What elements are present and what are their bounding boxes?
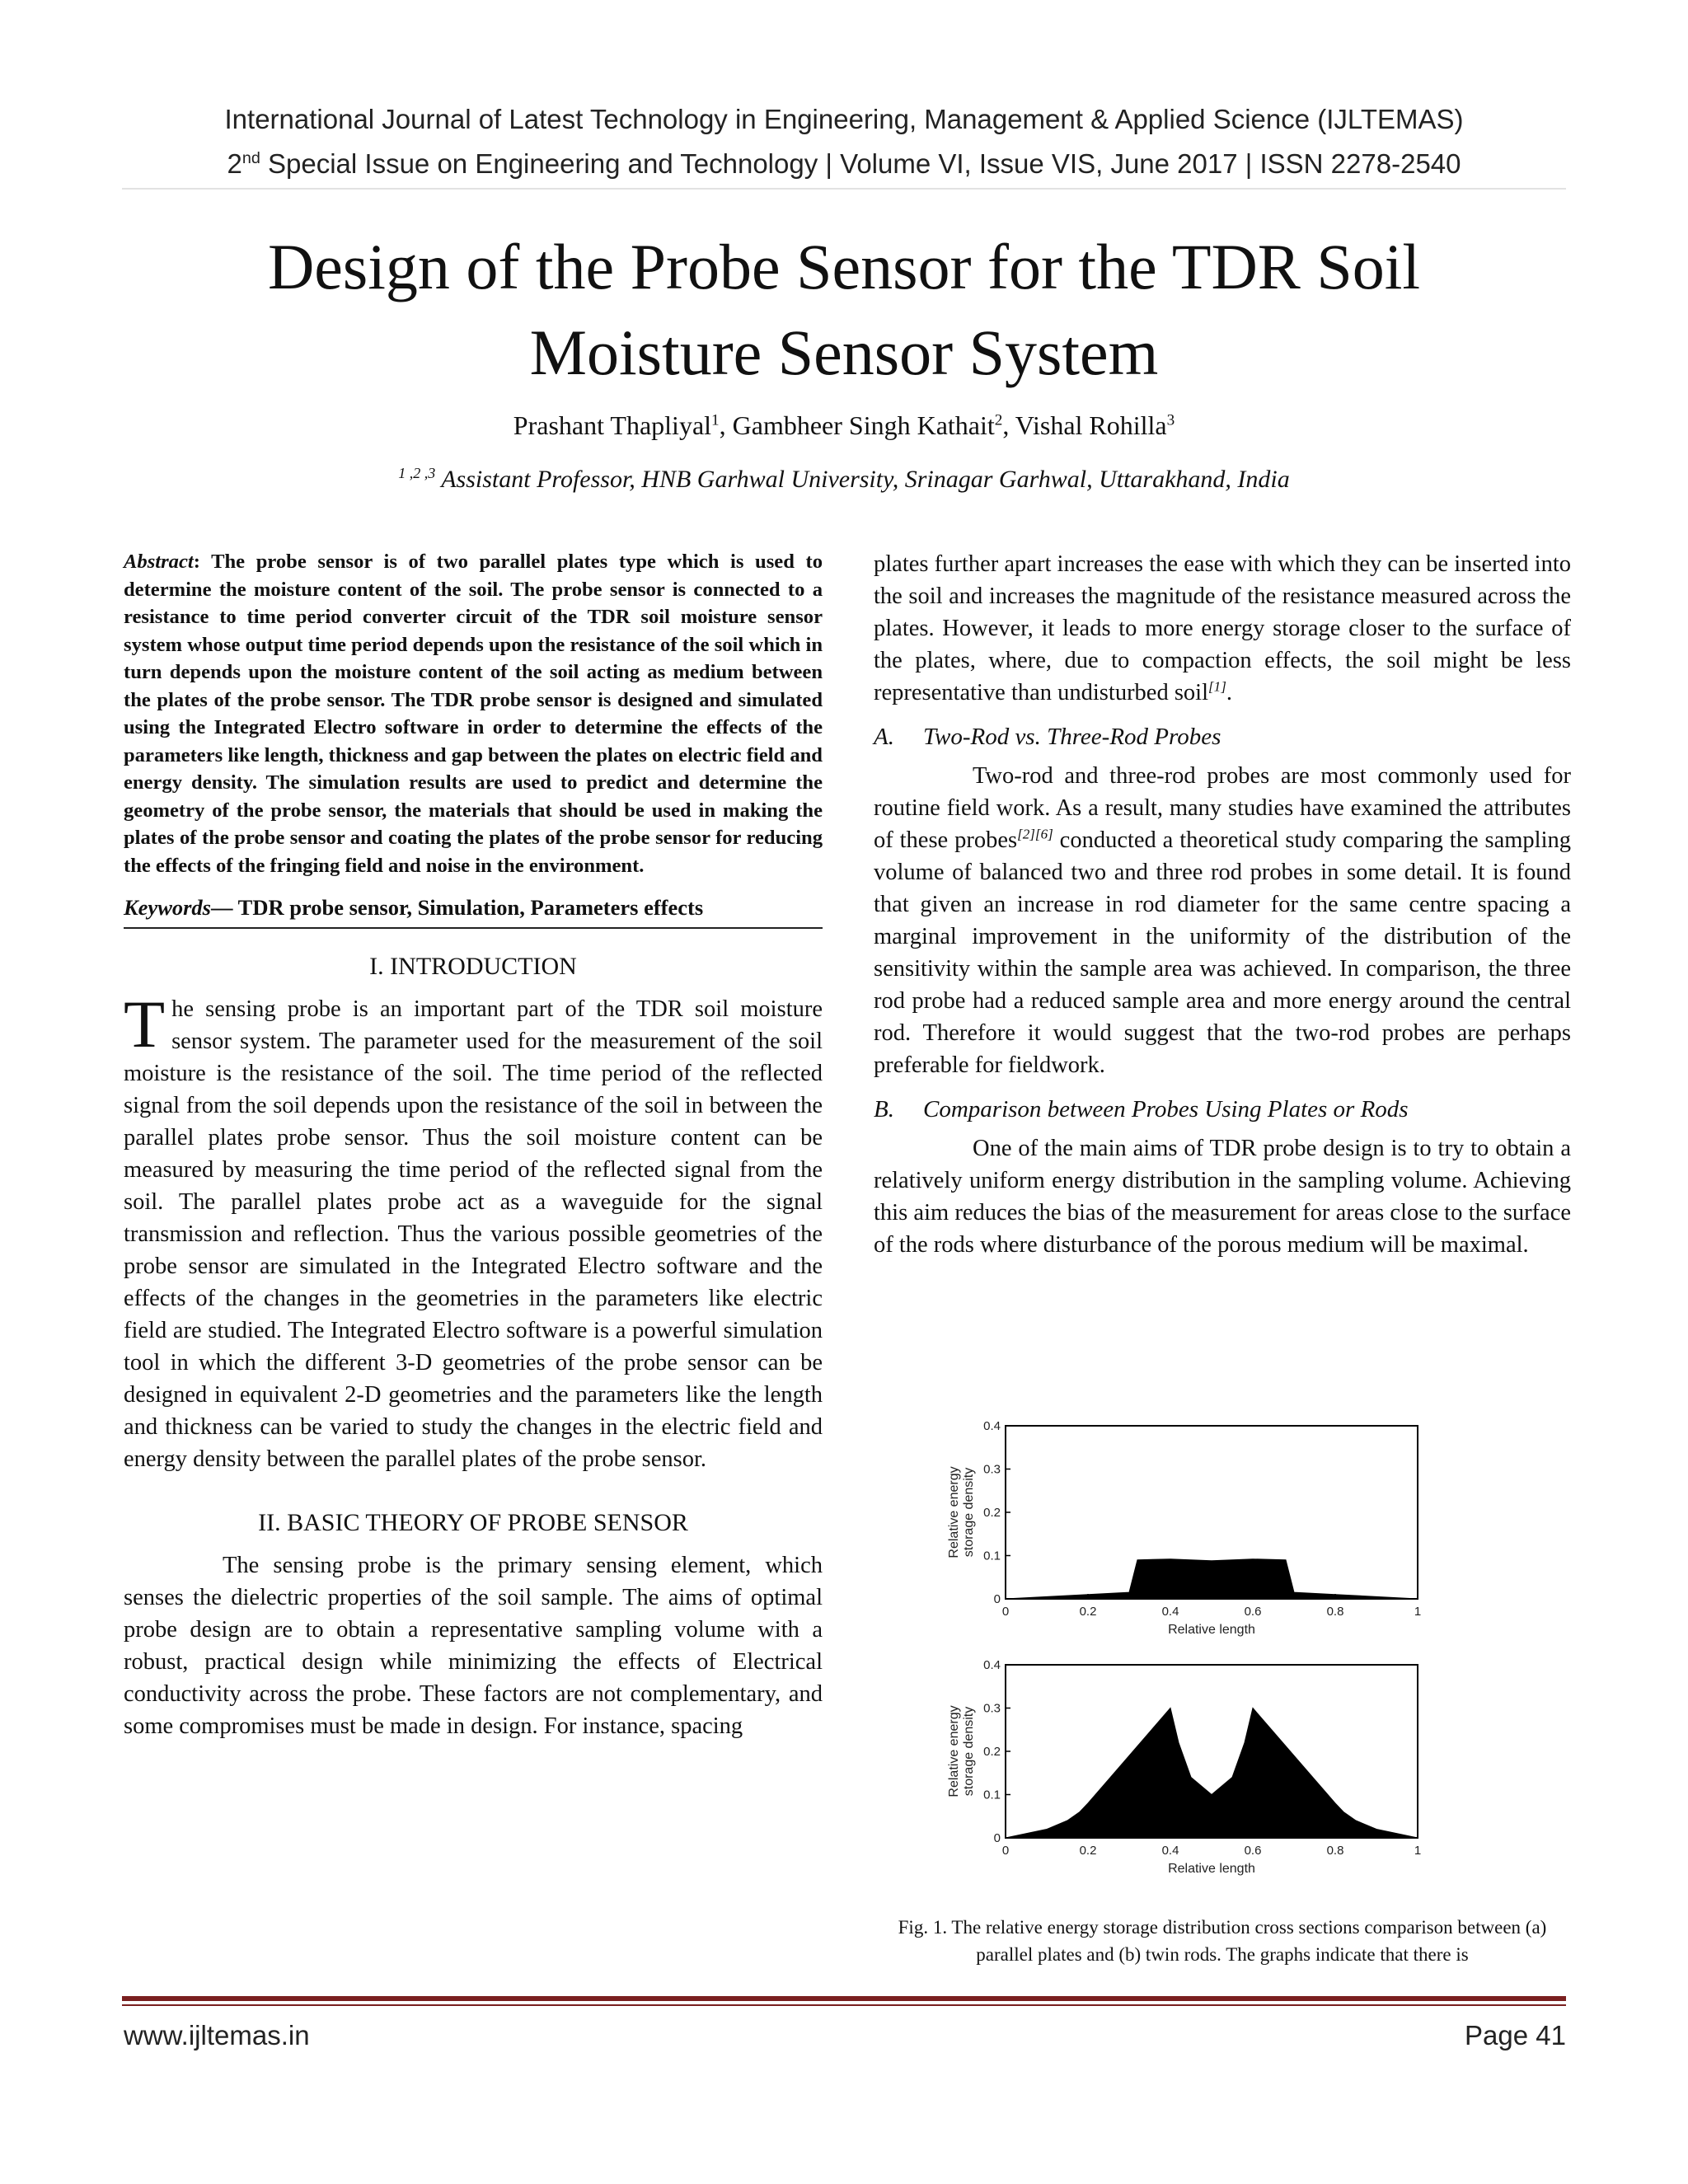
abstract-label: Abstract <box>124 551 194 573</box>
x-tick-label: 0.2 <box>1079 1844 1097 1858</box>
footer-divider <box>122 1996 1566 2001</box>
x-tick-label: 0.8 <box>1326 1605 1344 1619</box>
author: Vishal Rohilla$^3$ <box>1015 410 1175 440</box>
chart-twin-rods <box>947 1658 1421 1876</box>
energy-area <box>1006 1559 1418 1599</box>
right-column <box>874 548 1571 1261</box>
y-axis-label-line: Relative energy <box>947 1705 961 1797</box>
x-tick-label: 0.8 <box>1326 1844 1344 1858</box>
y-tick-label: 0.3 <box>983 1701 1001 1716</box>
x-tick-label: 0.2 <box>1079 1605 1097 1619</box>
figure-caption: Fig. 1. The relative energy storage distribution cross sections comparison between (a) parallel plates and (b) twin rods. The graphs indicate that there is <box>898 1917 1547 1965</box>
y-tick-label: 0.4 <box>983 1658 1001 1672</box>
journal-issue-line <box>0 142 1688 186</box>
footer-url: www.ijltemas.in <box>124 2020 310 2050</box>
y-tick-label: 0 <box>993 1831 1001 1845</box>
paper-title <box>124 224 1564 396</box>
y-tick-label: 0.1 <box>983 1788 1001 1802</box>
y-tick-label: 0.2 <box>983 1506 1001 1520</box>
journal-header <box>0 97 1688 186</box>
title-line-1: Design of the Probe Sensor for the TDR Soil <box>267 231 1421 302</box>
section-heading-introduction: I. INTRODUCTION <box>369 953 577 980</box>
x-axis-label: Relative length <box>1168 1623 1255 1637</box>
y-tick-label: 0.2 <box>983 1745 1001 1759</box>
chart-parallel-plates <box>947 1419 1421 1637</box>
theory-paragraph: The sensing probe is the primary sensing element, which senses the dielectric properties of the soil sample. The aims of optimal probe design are to obtain a representative sampling volume with a robust, practical design while minimizing the effects of Electrical conductivity across the probe. These factors are not complementary, and some compromises must be made in design. For instance, spacing <box>124 1553 823 1739</box>
issue-details: Special Issue on Engineering and Technology | Volume VI, Issue VIS, June 2017 | ISSN 2278-2540 <box>260 148 1461 179</box>
author: Prashant Thapliyal$^1$, <box>513 410 733 440</box>
x-tick-label: 0.4 <box>1161 1844 1179 1858</box>
header-divider <box>122 188 1566 190</box>
introduction-text: he sensing probe is an important part of the TDR soil moisture sensor system. The parameter used for the measurement of the soil moisture is the resistance of the soil. The time period of the reflected signal from the soil depends upon the resistance of the soil in between the parallel plates probe sensor. Thus the soil moisture content can be measured by measuring the time period of the reflected signal from the soil. The parallel plates probe act as a waveguide for the signal transmission and reflection. Thus the various possible geometries of the probe sensor are simulated in the Integrated Electro software and the effects of the changes in the geometries in the parameters like electric field are studied. The Integrated Electro software is a powerful simulation tool in which the different 3-D geometries of the probe sensor can be designed in equivalent 2-D geometries and the parameters like the length and thickness can be varied to study the changes in the electric field and energy density between the parallel plates of the probe sensor. <box>124 996 823 1472</box>
energy-area <box>1006 1708 1418 1839</box>
y-tick-label: 0 <box>993 1592 1001 1606</box>
x-axis-label: Relative length <box>1168 1862 1255 1876</box>
citation-ref: [1] <box>1208 678 1226 695</box>
subsection-b-paragraph: One of the main aims of TDR probe design is to try to obtain a relatively uniform energy distribution in the sampling volume. Achieving this aim reduces the bias of the measurement for areas close to the surface of the rods where disturbance of the porous medium will be maximal. <box>874 1136 1571 1258</box>
x-tick-label: 0 <box>1001 1844 1010 1858</box>
footer-divider-thin <box>122 2004 1566 2006</box>
x-tick-label: 0.4 <box>1161 1605 1179 1619</box>
y-axis-label-line: Relative energy <box>947 1466 961 1558</box>
keywords-label: Keywords <box>124 895 211 920</box>
author-list <box>0 409 1688 442</box>
figure-1 <box>947 1418 1467 1896</box>
journal-name: International Journal of Latest Technology in Engineering, Management & Applied Science (IJLTEMAS) <box>224 104 1464 134</box>
title-line-2: Moisture Sensor System <box>529 316 1159 388</box>
affiliation <box>0 463 1688 496</box>
subsection-heading-a: A. Two-Rod vs. Three-Rod Probes <box>874 724 1221 750</box>
keywords-text: — TDR probe sensor, Simulation, Parameters effects <box>211 895 704 920</box>
introduction-paragraph <box>124 987 823 1475</box>
y-tick-label: 0.1 <box>983 1549 1001 1563</box>
y-axis-label <box>947 1466 976 1558</box>
drop-cap: T <box>124 987 166 1062</box>
y-axis-label-line: storage density <box>962 1706 976 1797</box>
citation-ref: [2][6] <box>1017 826 1053 842</box>
continued-paragraph: plates further apart increases the ease with which they can be inserted into the soil and increases the magnitude of the resistance measured across the plates. However, it leads to more energy storage closer to the surface of the plates, where, due to compaction effects, the soil might be less representative than undisturbed soil[1]. <box>874 551 1571 705</box>
page-number: Page 41 <box>1465 2020 1566 2050</box>
x-tick-label: 1 <box>1414 1844 1422 1858</box>
author: Gambheer Singh Kathait$^2$, <box>732 410 1015 440</box>
subsection-a-paragraph: Two-rod and three-rod probes are most commonly used for routine field work. As a result, many studies have examined the attributes of these probes[2][6] conducted a theoretical study comparing the sampling volume of balanced two and three rod probes in some detail. It is found that given an increase in rod diameter for the same centre spacing a marginal improvement in the uniformity of the distribution of the sensitivity within the sample area was achieved. In comparison, the three rod probe had a reduced sample area and more energy around the central rod. Therefore it would suggest that the two-rod probes are perhaps preferable for fieldwork. <box>874 763 1572 1078</box>
abstract-text: : The probe sensor is of two parallel plates type which is used to determine the moisture content of the soil. The probe sensor is connected to a resistance to time period converter circuit of the TDR soil moisture sensor system whose output time period depends upon the resistance of the soil which in turn depends upon the moisture content of the soil acting as medium between the plates of the probe sensor. The TDR probe sensor is designed and simulated using the Integrated Electro software in order to determine the effects of the parameters like length, thickness and gap between the plates on electric field and energy density. The simulation results are used to predict and determine the geometry of the probe sensor, the materials that should be used in making the plates of the probe sensor and coating the plates of the probe sensor for reducing the effects of the fringing field and noise in the environment. <box>124 551 823 877</box>
y-tick-label: 0.3 <box>983 1462 1001 1477</box>
x-tick-label: 1 <box>1414 1605 1422 1619</box>
y-axis-label <box>947 1705 976 1797</box>
left-column <box>124 548 823 1742</box>
x-tick-label: 0 <box>1001 1605 1010 1619</box>
affiliation-markers: 1 ,2 ,3 <box>398 465 436 481</box>
keywords <box>124 893 823 929</box>
x-tick-label: 0.6 <box>1244 1844 1262 1858</box>
section-heading-basic-theory: II. BASIC THEORY OF PROBE SENSOR <box>258 1509 688 1536</box>
issue-ordinal-suffix: nd <box>241 149 260 167</box>
y-tick-label: 0.4 <box>983 1419 1001 1433</box>
affiliation-text: Assistant Professor, HNB Garhwal University, Srinagar Garhwal, Uttarakhand, India <box>435 466 1290 493</box>
x-tick-label: 0.6 <box>1244 1605 1262 1619</box>
y-axis-label-line: storage density <box>962 1467 976 1558</box>
issue-ordinal: 2 <box>227 148 242 179</box>
abstract <box>124 548 823 879</box>
subsection-heading-b: B. Comparison between Probes Using Plates or Rods <box>874 1096 1409 1122</box>
